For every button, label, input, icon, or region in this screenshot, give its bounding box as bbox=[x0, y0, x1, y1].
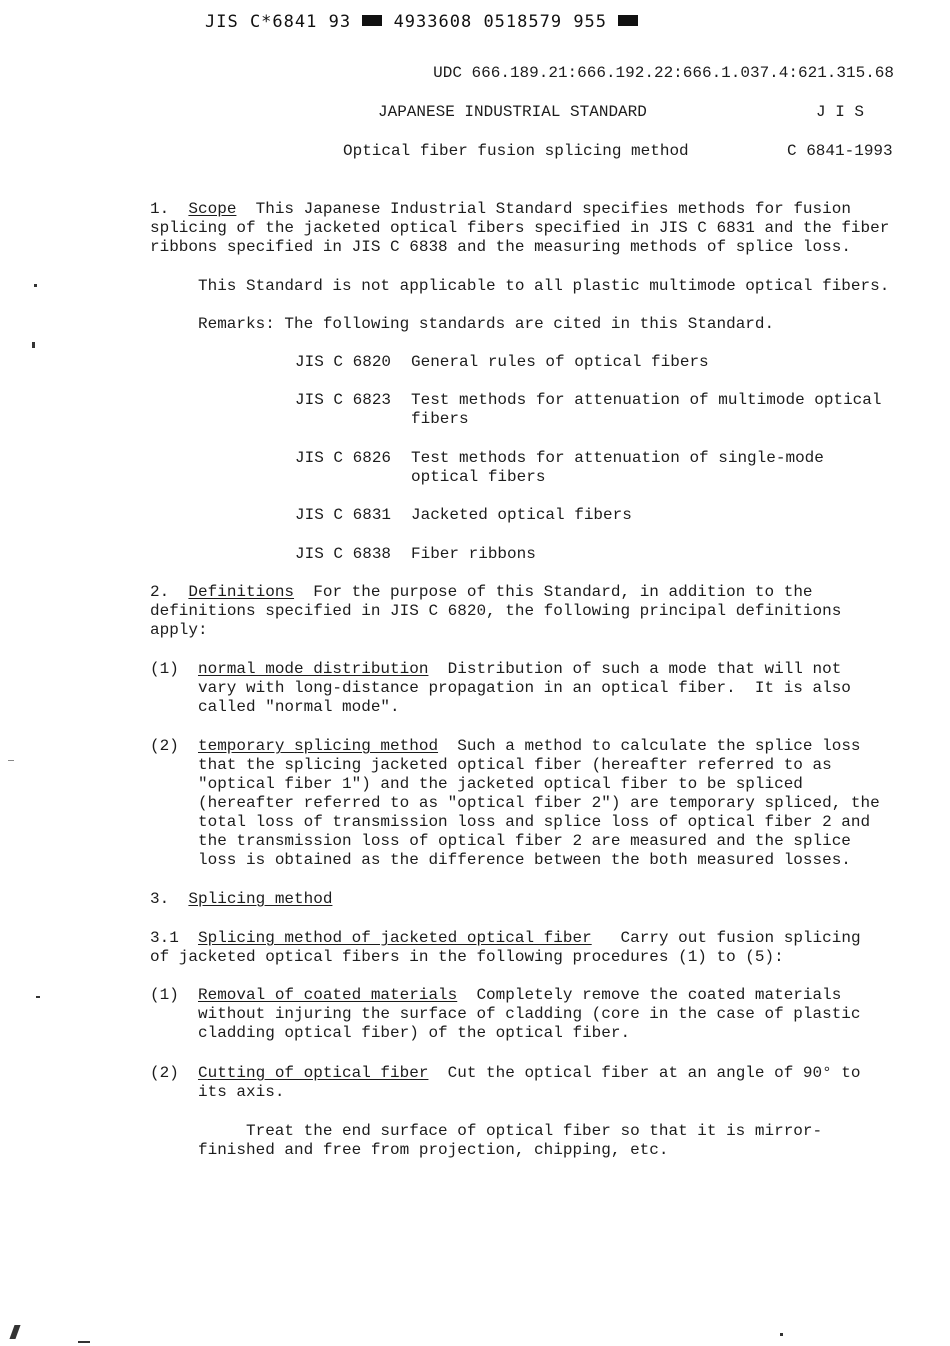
header-code-part2: 4933608 0518579 955 bbox=[393, 12, 608, 32]
section-3-title bbox=[150, 890, 332, 909]
definition-2-line-1 bbox=[198, 737, 861, 756]
section-2-number: 2. bbox=[150, 583, 170, 601]
section-3-1-number: 3.1 bbox=[150, 929, 179, 947]
cited-standard-title: Test methods for attenuation of single-mode bbox=[411, 449, 824, 467]
cited-standard-code: JIS C 6820 bbox=[295, 353, 392, 371]
remarks-label: Remarks: bbox=[198, 315, 275, 333]
section-2-line-1 bbox=[150, 583, 813, 602]
section-3-1-heading: Splicing method of jacketed optical fiber bbox=[198, 929, 592, 947]
definition-2-line-5: total loss of transmission loss and splice loss of optical fiber 2 and bbox=[198, 813, 871, 831]
redaction-block bbox=[362, 15, 382, 26]
definition-2-number: (2) bbox=[150, 737, 179, 755]
definition-2-term: temporary splicing method bbox=[198, 737, 439, 755]
section-1-line-2: splicing of the jacketed optical fibers specified in JIS C 6831 and the fiber bbox=[150, 219, 890, 237]
section-2-line-2: definitions specified in JIS C 6820, the following principal definitions bbox=[150, 602, 842, 620]
procedure-1-line-3: cladding optical fiber) of the optical fiber. bbox=[198, 1024, 631, 1042]
cited-standard-title: General rules of optical fibers bbox=[411, 353, 709, 371]
section-1-heading: Scope bbox=[188, 200, 237, 218]
section-1-note: This Standard is not applicable to all plastic multimode optical fibers. bbox=[198, 277, 890, 295]
section-3-1-line-1 bbox=[150, 929, 861, 948]
definition-2-line-4: (hereafter referred to as "optical fiber 2") are temporary spliced, the bbox=[198, 794, 880, 812]
procedure-2-text: Cut the optical fiber at an angle of 90° to bbox=[447, 1064, 861, 1082]
section-1-line-1 bbox=[150, 200, 851, 219]
section-3-heading: Splicing method bbox=[188, 890, 333, 908]
definition-2-text: Such a method to calculate the splice loss bbox=[457, 737, 861, 755]
definition-2-line-2: that the splicing jacketed optical fiber (hereafter referred to as bbox=[198, 756, 832, 774]
definition-1-line-2: vary with long-distance propagation in an optical fiber. It is also bbox=[198, 679, 851, 697]
section-3-1-line-2: of jacketed optical fibers in the following procedures (1) to (5): bbox=[150, 948, 784, 966]
cited-standard-title: Jacketed optical fibers bbox=[411, 506, 632, 524]
remarks-text: The following standards are cited in this Standard. bbox=[284, 315, 775, 333]
procedure-2-term: Cutting of optical fiber bbox=[198, 1064, 429, 1082]
definition-2-line-6: the transmission loss of optical fiber 2 are measured and the splice bbox=[198, 832, 851, 850]
section-1-line-3: ribbons specified in JIS C 6838 and the measuring methods of splice loss. bbox=[150, 238, 851, 256]
definition-2-line-3: "optical fiber 1") and the jacketed optical fiber to be spliced bbox=[198, 775, 803, 793]
section-3-number: 3. bbox=[150, 890, 170, 908]
treat-line-2: finished and free from projection, chipping, etc. bbox=[198, 1141, 669, 1159]
section-1-text: This Japanese Industrial Standard specifies methods for fusion bbox=[255, 200, 851, 218]
standard-name: Optical fiber fusion splicing method bbox=[343, 142, 689, 160]
cited-standard-code: JIS C 6831 bbox=[295, 506, 392, 524]
scan-speck bbox=[32, 342, 35, 348]
procedure-2-number: (2) bbox=[150, 1064, 179, 1082]
procedure-2-line-1 bbox=[198, 1064, 861, 1083]
definition-1-line-1 bbox=[198, 660, 841, 679]
cited-standard-code: JIS C 6823 bbox=[295, 391, 392, 409]
scan-speck bbox=[78, 1341, 90, 1343]
cited-standard-title: Test methods for attenuation of multimode optical bbox=[411, 391, 882, 409]
procedure-1-text: Completely remove the coated materials bbox=[476, 986, 842, 1004]
redaction-block bbox=[618, 15, 638, 26]
cited-standard-code: JIS C 6826 bbox=[295, 449, 392, 467]
cited-standard-code: JIS C 6838 bbox=[295, 545, 392, 563]
scan-speck bbox=[8, 760, 14, 761]
definition-2-line-7: loss is obtained as the difference between the both measured losses. bbox=[198, 851, 851, 869]
definition-1-number: (1) bbox=[150, 660, 179, 678]
procedure-1-term: Removal of coated materials bbox=[198, 986, 458, 1004]
section-1-number: 1. bbox=[150, 200, 170, 218]
procedure-1-line-1 bbox=[198, 986, 841, 1005]
scan-speck bbox=[780, 1333, 783, 1336]
scan-speck bbox=[34, 284, 37, 287]
procedure-1-number: (1) bbox=[150, 986, 179, 1004]
definition-1-term: normal mode distribution bbox=[198, 660, 429, 678]
standard-title: JAPANESE INDUSTRIAL STANDARD bbox=[378, 103, 647, 121]
document-header-code bbox=[205, 12, 638, 32]
procedure-2-line-2: its axis. bbox=[198, 1083, 285, 1101]
cited-standard-title: Fiber ribbons bbox=[411, 545, 536, 563]
section-3-1-text: Carry out fusion splicing bbox=[620, 929, 861, 947]
cited-standard-title-cont: optical fibers bbox=[411, 468, 546, 486]
standard-number: C 6841-1993 bbox=[787, 142, 893, 160]
section-2-line-3: apply: bbox=[150, 621, 208, 639]
definition-1-text: Distribution of such a mode that will not bbox=[447, 660, 842, 678]
treat-line-1: Treat the end surface of optical fiber so that it is mirror- bbox=[246, 1122, 823, 1140]
section-2-heading: Definitions bbox=[188, 583, 295, 601]
remarks bbox=[198, 315, 774, 334]
udc-classification: UDC 666.189.21:666.192.22:666.1.037.4:621.315.68 bbox=[433, 64, 894, 82]
header-code-part1: JIS C*6841 93 bbox=[205, 12, 352, 32]
cited-standard-title-cont: fibers bbox=[411, 410, 469, 428]
procedure-1-line-2: without injuring the surface of cladding (core in the case of plastic bbox=[198, 1005, 861, 1023]
section-2-text: For the purpose of this Standard, in addition to the bbox=[313, 583, 813, 601]
scan-speck bbox=[9, 1325, 20, 1339]
jis-mark: J I S bbox=[816, 103, 865, 121]
definition-1-line-3: called "normal mode". bbox=[198, 698, 400, 716]
scan-speck bbox=[36, 996, 40, 998]
